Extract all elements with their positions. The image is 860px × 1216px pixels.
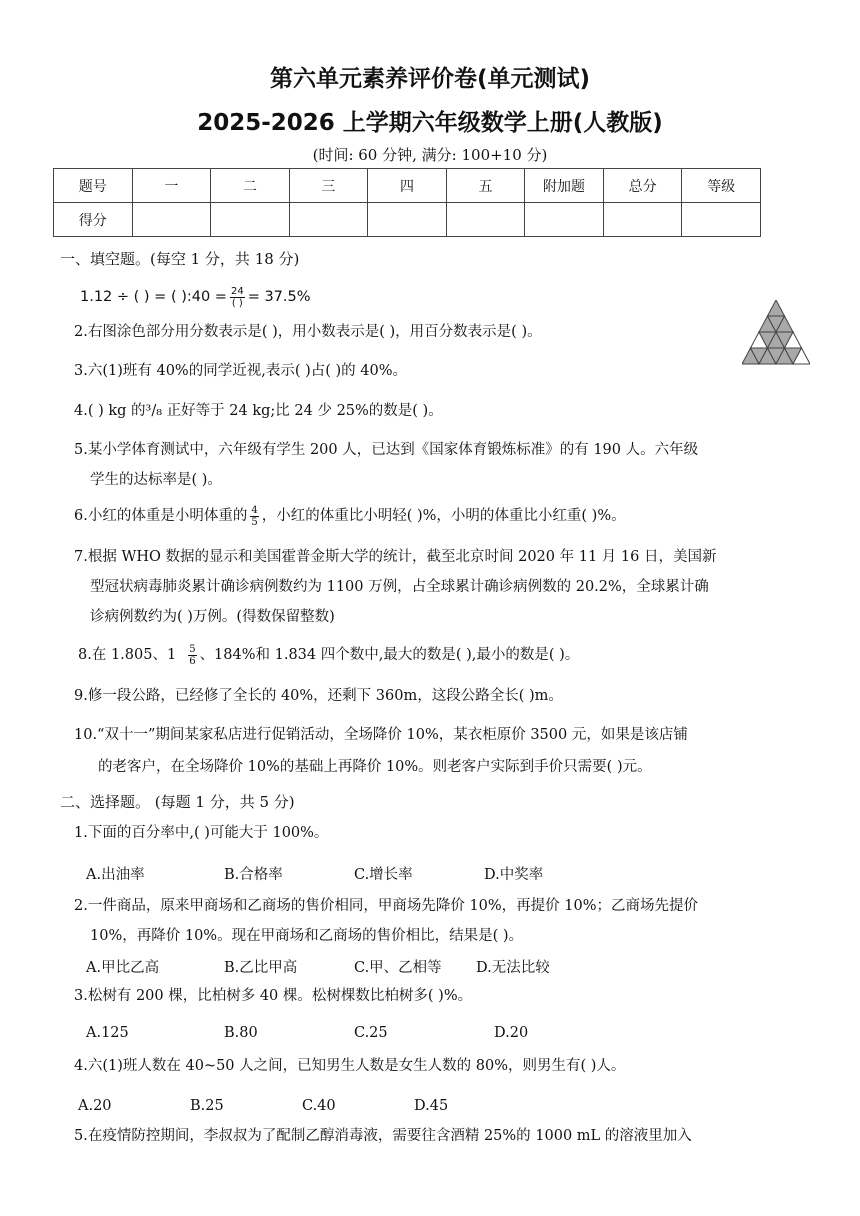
question-1-7-line-1: 7.根据 WHO 数据的显示和美国霍普金斯大学的统计，截至北京时间 2020 年 11 月 16 日，美国新 [74, 549, 717, 565]
q1-text-a: 1.12 ÷ ( ) = ( ):40 = [80, 289, 227, 305]
q6-text-a: 6.小红的体重是小明体重的 [74, 508, 248, 524]
q2-4-option-a[interactable]: A.20 [78, 1098, 112, 1114]
q2-2-option-c[interactable]: C.甲、乙相等 [354, 960, 442, 976]
q2-1-option-c[interactable]: C.增长率 [354, 867, 413, 883]
q2-3-option-a[interactable]: A.125 [86, 1025, 129, 1041]
question-1-10-line-2: 的老客户，在全场降价 10%的基础上再降价 10%。则老客户实际到手价只需要( )元。 [98, 759, 652, 775]
q1-frac-den: ( ) [231, 297, 243, 309]
q2-1-option-d[interactable]: D.中奖率 [484, 867, 544, 883]
score-cell[interactable] [211, 203, 290, 237]
q2-3-option-c[interactable]: C.25 [354, 1025, 388, 1041]
question-2-2-line-2: 10%，再降价 10%。现在甲商场和乙商场的售价相比，结果是( )。 [90, 928, 523, 944]
title-line-1: 第六单元素养评价卷(单元测试) [269, 66, 591, 92]
score-cell[interactable] [603, 203, 682, 237]
q2-3-option-b[interactable]: B.80 [224, 1025, 258, 1041]
question-1-5-line-2: 学生的达标率是( )。 [90, 472, 222, 488]
q8-fraction [188, 644, 196, 667]
q2-4-option-c[interactable]: C.40 [302, 1098, 336, 1114]
q8-frac-den: 6 [189, 655, 196, 667]
score-cell[interactable] [682, 203, 761, 237]
q2-4-option-b[interactable]: B.25 [190, 1098, 224, 1114]
score-header-cell: 总分 [603, 169, 682, 203]
q2-1-option-a[interactable]: A.出油率 [86, 867, 145, 883]
question-1-7-line-3: 诊病例数约为( )万例。(得数保留整数) [90, 609, 335, 625]
question-1-7-line-2: 型冠状病毒肺炎累计确诊病例数约为 1100 万例，占全球累计确诊病例数的 20.2%，全球累计确 [90, 579, 709, 595]
q2-2-option-b[interactable]: B.乙比甲高 [224, 960, 298, 976]
score-cell[interactable] [289, 203, 368, 237]
score-table [53, 168, 761, 237]
q1-text-b: = 37.5% [247, 289, 311, 305]
q2-2-option-a[interactable]: A.甲比乙高 [86, 960, 160, 976]
score-header-cell: 四 [368, 169, 447, 203]
score-header-cell: 五 [446, 169, 525, 203]
question-1-2: 2.右图涂色部分用分数表示是( )，用小数表示是( )，用百分数表示是( )。 [74, 324, 542, 340]
q8-text-b: 、184%和 1.834 四个数中,最大的数是( ),最小的数是( )。 [199, 647, 580, 663]
title-line-2: 2025-2026 上学期六年级数学上册(人教版) [197, 110, 663, 136]
question-1-8 [78, 640, 579, 670]
q6-text-b: ，小红的体重比小明轻( )%，小明的体重比小红重( )%。 [261, 508, 626, 524]
score-table-header-row [54, 169, 761, 203]
q1-fraction [230, 286, 245, 309]
question-1-1 [80, 282, 311, 312]
q2-3-option-d[interactable]: D.20 [494, 1025, 529, 1041]
shaded-triangle-grid-icon [742, 300, 810, 366]
question-1-5-line-1: 5.某小学体育测试中，六年级有学生 200 人，已达到《国家体育锻炼标准》的有 190 人。六年级 [74, 442, 699, 458]
score-cell[interactable] [132, 203, 211, 237]
question-2-4: 4.六(1)班人数在 40~50 人之间，已知男生人数是女生人数的 80%，则男生有( )人。 [74, 1058, 626, 1074]
question-1-3: 3.六(1)班有 40%的同学近视,表示( )占( )的 40%。 [74, 363, 408, 379]
score-cell[interactable] [525, 203, 604, 237]
score-cell[interactable] [368, 203, 447, 237]
q8-frac-num: 5 [189, 643, 196, 655]
score-header-cell: 题号 [54, 169, 133, 203]
score-header-cell: 二 [211, 169, 290, 203]
score-row-label: 得分 [54, 203, 133, 237]
score-header-cell: 附加题 [525, 169, 604, 203]
q2-2-option-d[interactable]: D.无法比较 [476, 960, 550, 976]
question-1-6 [74, 501, 626, 531]
score-header-cell: 一 [132, 169, 211, 203]
question-2-3: 3.松树有 200 棵，比柏树多 40 棵。松树棵数比柏树多( )%。 [74, 988, 473, 1004]
question-1-10-line-1: 10.“双十一”期间某家私店进行促销活动，全场降价 10%，某衣柜原价 3500 元，如果是该店铺 [74, 727, 688, 743]
section-1-heading: 一、填空题。(每空 1 分，共 18 分) [60, 250, 300, 268]
score-table-score-row [54, 203, 761, 237]
q6-fraction [250, 505, 258, 528]
exam-info: (时间: 60 分钟, 满分: 100+10 分) [312, 146, 548, 164]
score-header-cell: 等级 [682, 169, 761, 203]
question-2-5: 5.在疫情防控期间，李叔叔为了配制乙醇消毒液，需要往含酒精 25%的 1000 mL 的溶液里加入 [74, 1128, 692, 1144]
question-2-2-line-1: 2.一件商品，原来甲商场和乙商场的售价相同，甲商场先降价 10%，再提价 10%；乙商场先提价 [74, 898, 699, 914]
score-cell[interactable] [446, 203, 525, 237]
q2-1-option-b[interactable]: B.合格率 [224, 867, 283, 883]
q2-4-option-d[interactable]: D.45 [414, 1098, 449, 1114]
q6-frac-den: 5 [251, 516, 258, 528]
score-header-cell: 三 [289, 169, 368, 203]
question-1-9: 9.修一段公路，已经修了全长的 40%，还剩下 360m，这段公路全长( )m。 [74, 688, 563, 704]
question-2-1: 1.下面的百分率中,( )可能大于 100%。 [74, 825, 329, 841]
shaded-triangle [768, 300, 785, 316]
q6-frac-num: 4 [251, 504, 258, 516]
q8-text-a: 8.在 1.805、1 [78, 647, 177, 663]
question-1-4: 4.( ) kg 的³/₈ 正好等于 24 kg;比 24 少 25%的数是( )。 [74, 403, 443, 419]
q1-frac-num: 24 [230, 285, 244, 297]
section-2-heading: 二、选择题。 (每题 1 分，共 5 分) [60, 793, 295, 811]
